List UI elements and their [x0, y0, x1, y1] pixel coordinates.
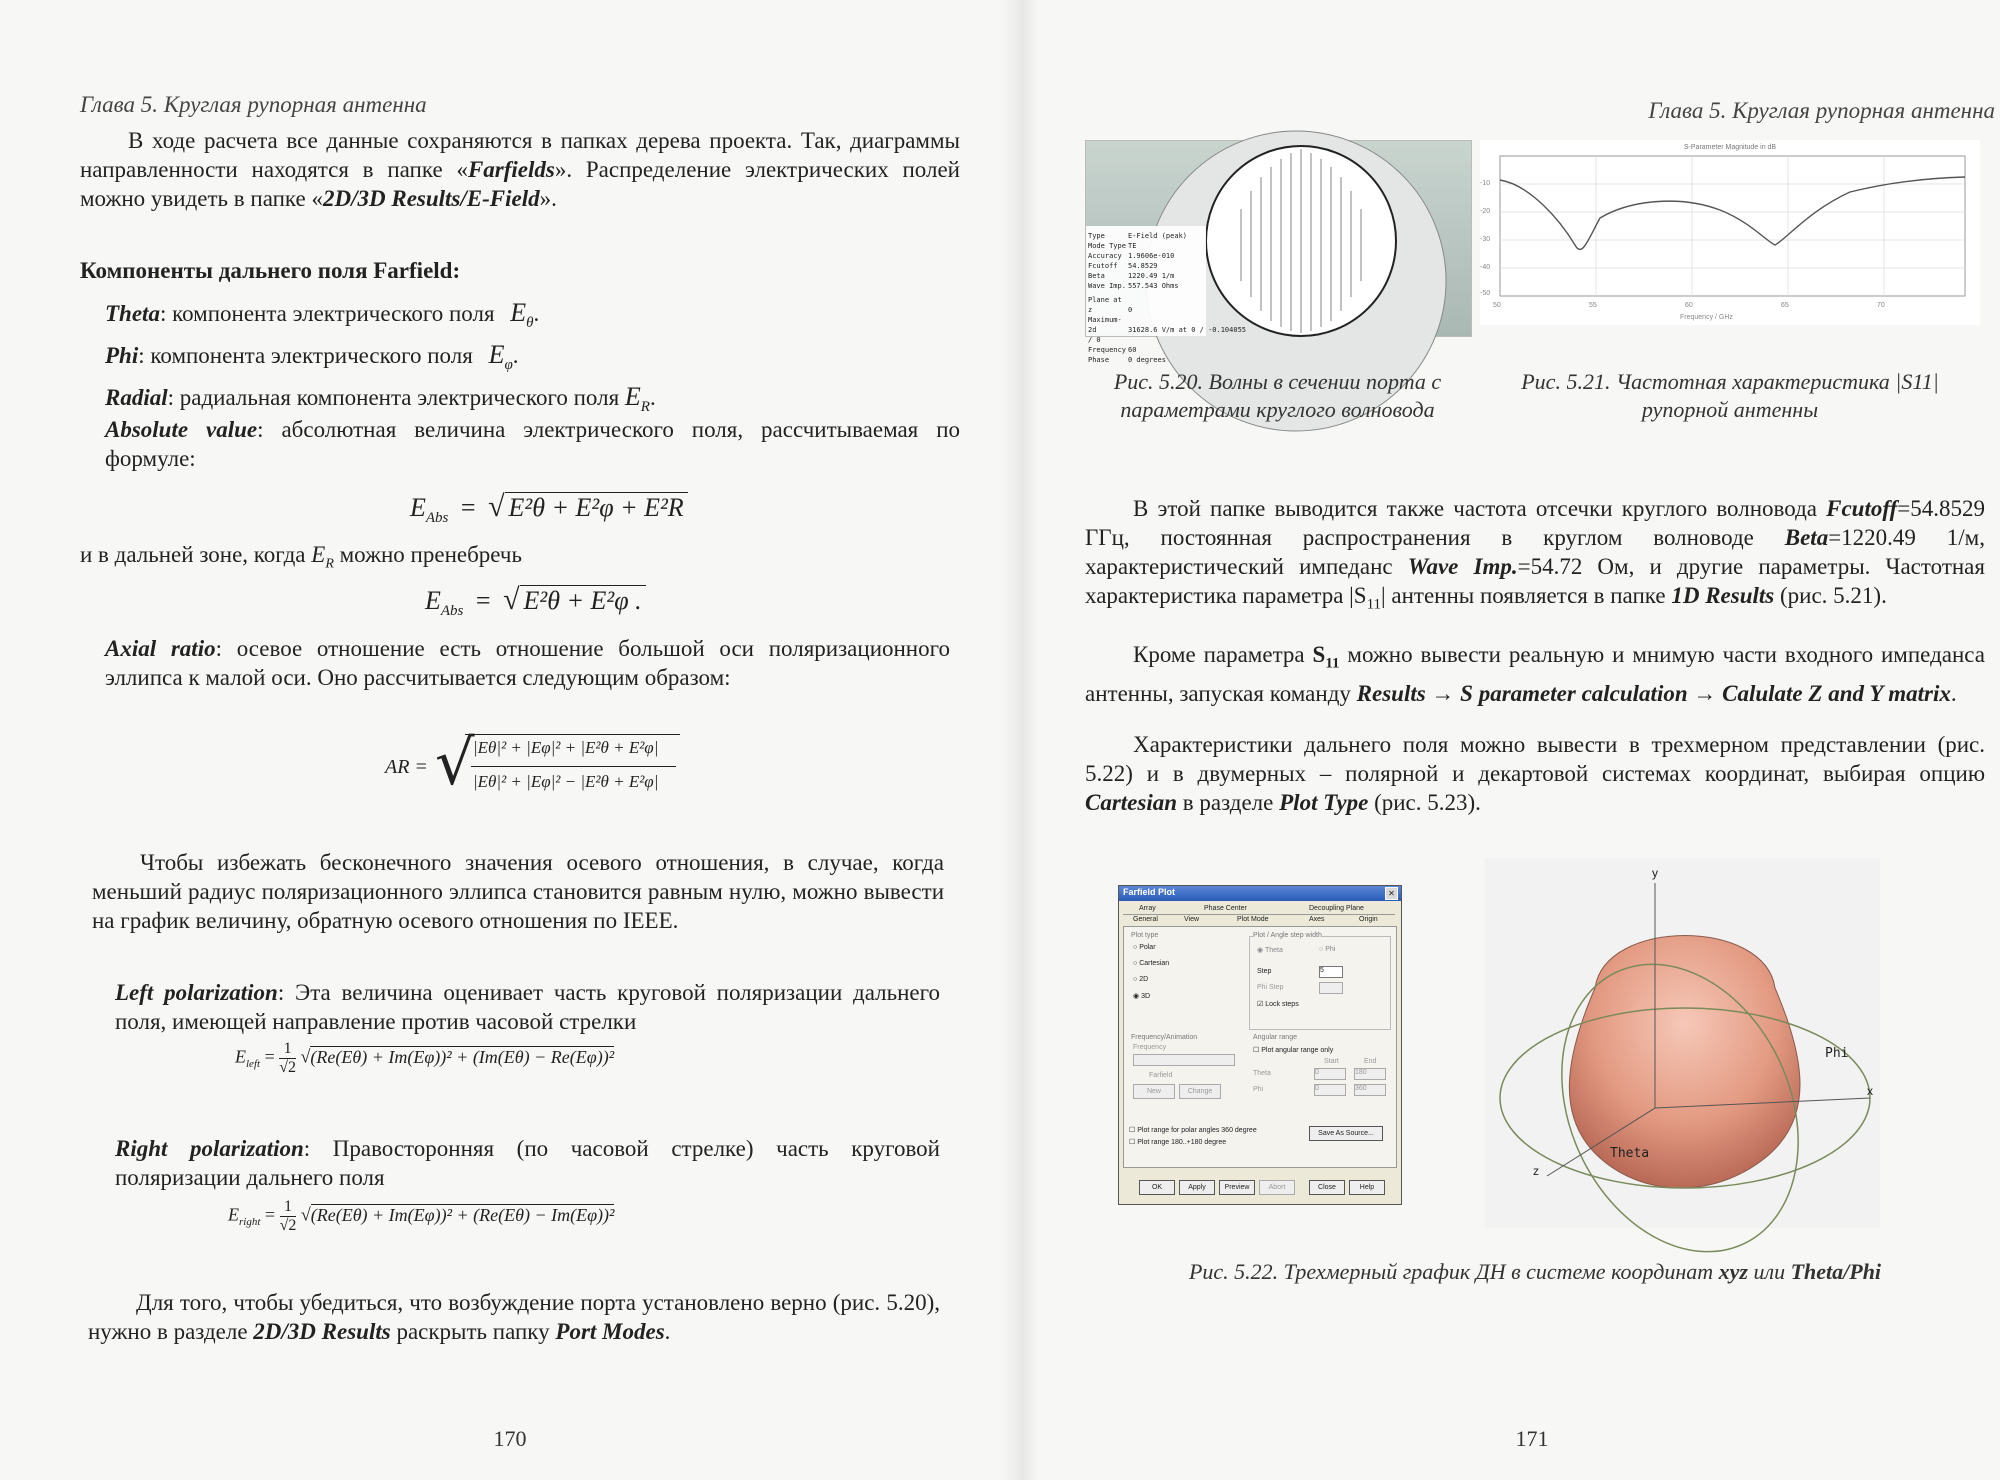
- x-axis-label: x: [1867, 1084, 1873, 1098]
- phi-label: Phi: [1825, 1046, 1849, 1061]
- step-input[interactable]: 5: [1319, 966, 1343, 978]
- x-tick: 65: [1781, 302, 1789, 309]
- y-tick: -50: [1480, 290, 1491, 297]
- radio-theta[interactable]: ◉ Theta: [1257, 947, 1283, 954]
- dialog-title-bar: [1119, 886, 1401, 901]
- formula-right-polarization: $E_{right}$ = $\frac{1}{√2}$ √(Re(Eθ) + Im(Eφ))² + (Re(Eθ) − Im(Eφ))²: [228, 1198, 615, 1234]
- formula-eabs-far: $E_{Abs}$ = √ E²θ + E²φ .: [425, 583, 646, 620]
- theta-range-label: Theta: [1253, 1070, 1271, 1077]
- farfield-3d-svg: [1485, 858, 1880, 1228]
- figure-5-21-s11-chart: [1480, 140, 1980, 325]
- mode-info-row: Plane at z 0: [1088, 296, 1133, 314]
- tab-general[interactable]: General: [1133, 916, 1158, 923]
- paragraph-ieee: Чтобы избежать бесконечного значения осевого отношения, в случае, когда меньший радиус поляризационного эллипса становится равным нулю, можно вывести на график величину, обратную осевого отношения по IEEE.: [92, 850, 944, 933]
- s11-chart-svg: [1480, 140, 1980, 325]
- mode-info-row: Frequency 60: [1088, 346, 1137, 354]
- dialog-title: Farfield Plot: [1123, 887, 1176, 897]
- paragraph-cutoff: В этой папке выводится также частота отсечки круглого волновода Fcutoff=54.8529 ГГц, постоянная распространения в круглом волноводе Beta=1220.49 1/м, характеристический импеданс Wave Imp.=54.72 Ом, и другие параметры. Частотная характеристика параметра $|S_{11}|$ антенны появляется в папке 1D Results (рис. 5.21).: [1085, 496, 1985, 613]
- phi-end-input[interactable]: 360: [1354, 1084, 1386, 1096]
- s11-curve: [1500, 177, 1965, 249]
- item-phi: Phi: компонента электрического поля $E_\varphi$.: [105, 340, 519, 374]
- paragraph-s11: Кроме параметра $S_{11}$ можно вывести реальную и мнимую части входного импеданса антенны, запуская команду Results → S parameter calculation → Calulate Z and Y matrix.: [1085, 642, 1985, 706]
- end-label: End: [1364, 1058, 1377, 1065]
- farfield-plot-dialog: [1118, 885, 1402, 1205]
- polar-360-checkbox[interactable]: ☐ Plot range for polar angles 360 degree: [1129, 1127, 1257, 1134]
- y-tick: -10: [1480, 180, 1491, 187]
- x-tick: 60: [1685, 302, 1693, 309]
- radio-3d[interactable]: ◉ 3D: [1133, 993, 1151, 1000]
- lock-steps-checkbox[interactable]: ☑ Lock steps: [1257, 1001, 1299, 1008]
- page-number: 170: [493, 1426, 527, 1451]
- item-theta: Theta: компонента электрического поля $E_\theta$.: [105, 298, 540, 332]
- item-absolute-value: Absolute value: абсолютная величина электрического поля, рассчитываемая по формуле:: [105, 417, 961, 471]
- item-right-polarization: Right polarization: Правосторонняя (по часовой стрелке) часть круговой поляризации дальнего поля: [115, 1136, 940, 1190]
- running-head: Глава 5. Круглая рупорная антенна: [1648, 98, 1995, 123]
- radio-phi[interactable]: ○ Phi: [1319, 946, 1336, 953]
- mode-info-rows: [1088, 231, 1248, 365]
- mode-info-row: Maximum-2d 31628.6 V/m at 0 / -0.104055 / 0: [1088, 316, 1247, 344]
- help-button[interactable]: Help: [1349, 1180, 1385, 1195]
- formula-axial-ratio: AR = √ |Eθ|² + |Eφ|² + |E²θ + E²φ| |Eθ|² + |Eφ|² − |E²θ + E²φ|: [385, 728, 685, 808]
- close-button[interactable]: Close: [1309, 1180, 1345, 1195]
- tab-axes[interactable]: Axes: [1309, 916, 1325, 923]
- page-number: 171: [1515, 1426, 1549, 1451]
- chart-frame: [1500, 156, 1965, 296]
- phi-start-input[interactable]: 0: [1314, 1084, 1346, 1096]
- save-as-source-button[interactable]: Save As Source...: [1309, 1126, 1383, 1141]
- caption-fig-5-21: Рис. 5.21. Частотная характеристика |S11| рупорной антенны: [1521, 369, 1939, 422]
- chart-title: S-Parameter Magnitude in dB: [1683, 144, 1777, 151]
- x-tick: 55: [1589, 302, 1597, 309]
- mode-info-row: Accuracy 1.9606e-010: [1088, 252, 1175, 260]
- farfield-3d-plot: [1485, 858, 1880, 1228]
- tab-array[interactable]: Array: [1139, 905, 1156, 912]
- book-gutter: [1000, 0, 1040, 1480]
- apply-button[interactable]: Apply: [1179, 1180, 1215, 1195]
- angular-range-label: Angular range: [1253, 1034, 1297, 1041]
- plot-angular-checkbox[interactable]: ☐ Plot angular range only: [1253, 1047, 1334, 1054]
- formula-left-polarization: $E_{left}$ = $\frac{1}{√2}$ √(Re(Eθ) + Im(Eφ))² + (Im(Eθ) − Re(Eφ))²: [235, 1040, 615, 1076]
- mode-info-row: Fcutoff 54.8529: [1088, 262, 1158, 270]
- tab-view[interactable]: View: [1184, 916, 1200, 923]
- y-tick: -40: [1480, 264, 1491, 271]
- farfield-label: Farfield: [1149, 1072, 1173, 1079]
- tab-decoupling-plane[interactable]: Decoupling Plane: [1309, 905, 1364, 912]
- paragraph-port-modes: Для того, чтобы убедиться, что возбуждение порта установлено верно (рис. 5.20), нужно в разделе 2D/3D Results раскрыть папку Port Modes.: [88, 1290, 940, 1344]
- x-tick: 50: [1493, 302, 1501, 309]
- phi-step-label: Phi Step: [1257, 984, 1284, 991]
- mode-info-row: Mode Type TE: [1088, 242, 1137, 250]
- right-page: [1040, 0, 2000, 1480]
- phi-step-input[interactable]: [1319, 982, 1343, 994]
- caption-fig-5-20: Рис. 5.20. Волны в сечении порта с параметрами круглого волновода: [1113, 369, 1442, 422]
- item-radial: Radial: радиальная компонента электрического поля $E_R$.: [105, 382, 656, 416]
- theta-label: Theta: [1610, 1146, 1650, 1161]
- phi-range-label: Phi: [1253, 1086, 1264, 1093]
- step-label: Step: [1257, 968, 1272, 975]
- close-icon[interactable]: ✕: [1385, 887, 1398, 900]
- y-axis-label: y: [1652, 866, 1658, 880]
- mode-info-row: Beta 1220.49 1/m: [1088, 272, 1175, 280]
- radio-2d[interactable]: ○ 2D: [1133, 976, 1149, 983]
- abort-button[interactable]: Abort: [1259, 1180, 1295, 1195]
- item-axial-ratio: Axial ratio: осевое отношение есть отношение большой оси поляризационного эллипса к малой оси. Оно рассчитывается следующим образом:: [105, 636, 950, 690]
- mode-info-row: Wave Imp. 557.543 Ohms: [1088, 282, 1179, 290]
- paragraph-project-tree: В ходе расчета все данные сохраняются в папках дерева проекта. Так, диаграммы направленности находятся в папке «Farfields». Распределение электрических полей можно увидеть в папке «2D/3D Results/E-Field».: [80, 128, 960, 211]
- frequency-input[interactable]: [1133, 1054, 1235, 1066]
- paragraph-far-zone: и в дальней зоне, когда $E_R$ можно пренебречь: [80, 542, 522, 572]
- plot-type-label: Plot type: [1131, 932, 1159, 939]
- chart-grid: [1500, 156, 1965, 296]
- theta-start-input[interactable]: 0: [1314, 1068, 1346, 1080]
- left-page: [0, 0, 960, 1480]
- frequency-group-label: Frequency/Animation: [1131, 1034, 1198, 1041]
- paragraph-plot-type: Характеристики дальнего поля можно вывести в трехмерном представлении (рис. 5.22) и в двумерных – полярной и декартовой системах координат, выбирая опцию Cartesian в разделе Plot Type (рис. 5.23).: [1085, 732, 1985, 815]
- theta-end-input[interactable]: 180: [1354, 1068, 1386, 1080]
- x-axis-label: Frequency / GHz: [1680, 314, 1733, 321]
- range-180-checkbox[interactable]: ☐ Plot range 180..+180 degree: [1129, 1139, 1227, 1146]
- new-button[interactable]: New: [1133, 1084, 1175, 1099]
- tab-phase-center[interactable]: Phase Center: [1204, 905, 1247, 912]
- step-group-label: Plot / Angle step width: [1253, 932, 1322, 939]
- x-tick: 70: [1877, 302, 1885, 309]
- formula-eabs-full: $E_{Abs}$ = √ E²θ + E²φ + E²R: [410, 490, 688, 527]
- radiation-lobe: [1569, 936, 1800, 1189]
- y-tick: -30: [1480, 236, 1491, 243]
- y-tick: -20: [1480, 208, 1491, 215]
- section-heading: Компоненты дальнего поля Farfield:: [80, 258, 461, 283]
- start-label: Start: [1324, 1058, 1339, 1065]
- radio-polar[interactable]: ○ Polar: [1133, 944, 1156, 951]
- mode-info-row: Type E-Field (peak): [1088, 232, 1188, 240]
- radio-cartesian[interactable]: ○ Cartesian: [1133, 960, 1170, 967]
- ok-button[interactable]: OK: [1139, 1180, 1175, 1195]
- item-left-polarization: Left polarization: Эта величина оценивает часть круговой поляризации дальнего поля, имеющей направление против часовой стрелки: [115, 980, 941, 1034]
- preview-button[interactable]: Preview: [1219, 1180, 1255, 1195]
- tab-origin[interactable]: Origin: [1359, 916, 1378, 923]
- frequency-label: Frequency: [1133, 1044, 1167, 1051]
- caption-fig-5-22: Рис. 5.22. Трехмерный график ДН в системе координат xyz или Theta/Phi: [1188, 1259, 1882, 1284]
- mode-info-row: Phase 0 degrees: [1088, 356, 1166, 364]
- figure-5-20-port-mode: [1085, 140, 1472, 364]
- running-head: Глава 5. Круглая рупорная антенна: [80, 92, 427, 117]
- change-button[interactable]: Change: [1179, 1084, 1221, 1099]
- tab-plot-mode[interactable]: Plot Mode: [1237, 916, 1269, 923]
- z-axis-label: z: [1533, 1164, 1539, 1178]
